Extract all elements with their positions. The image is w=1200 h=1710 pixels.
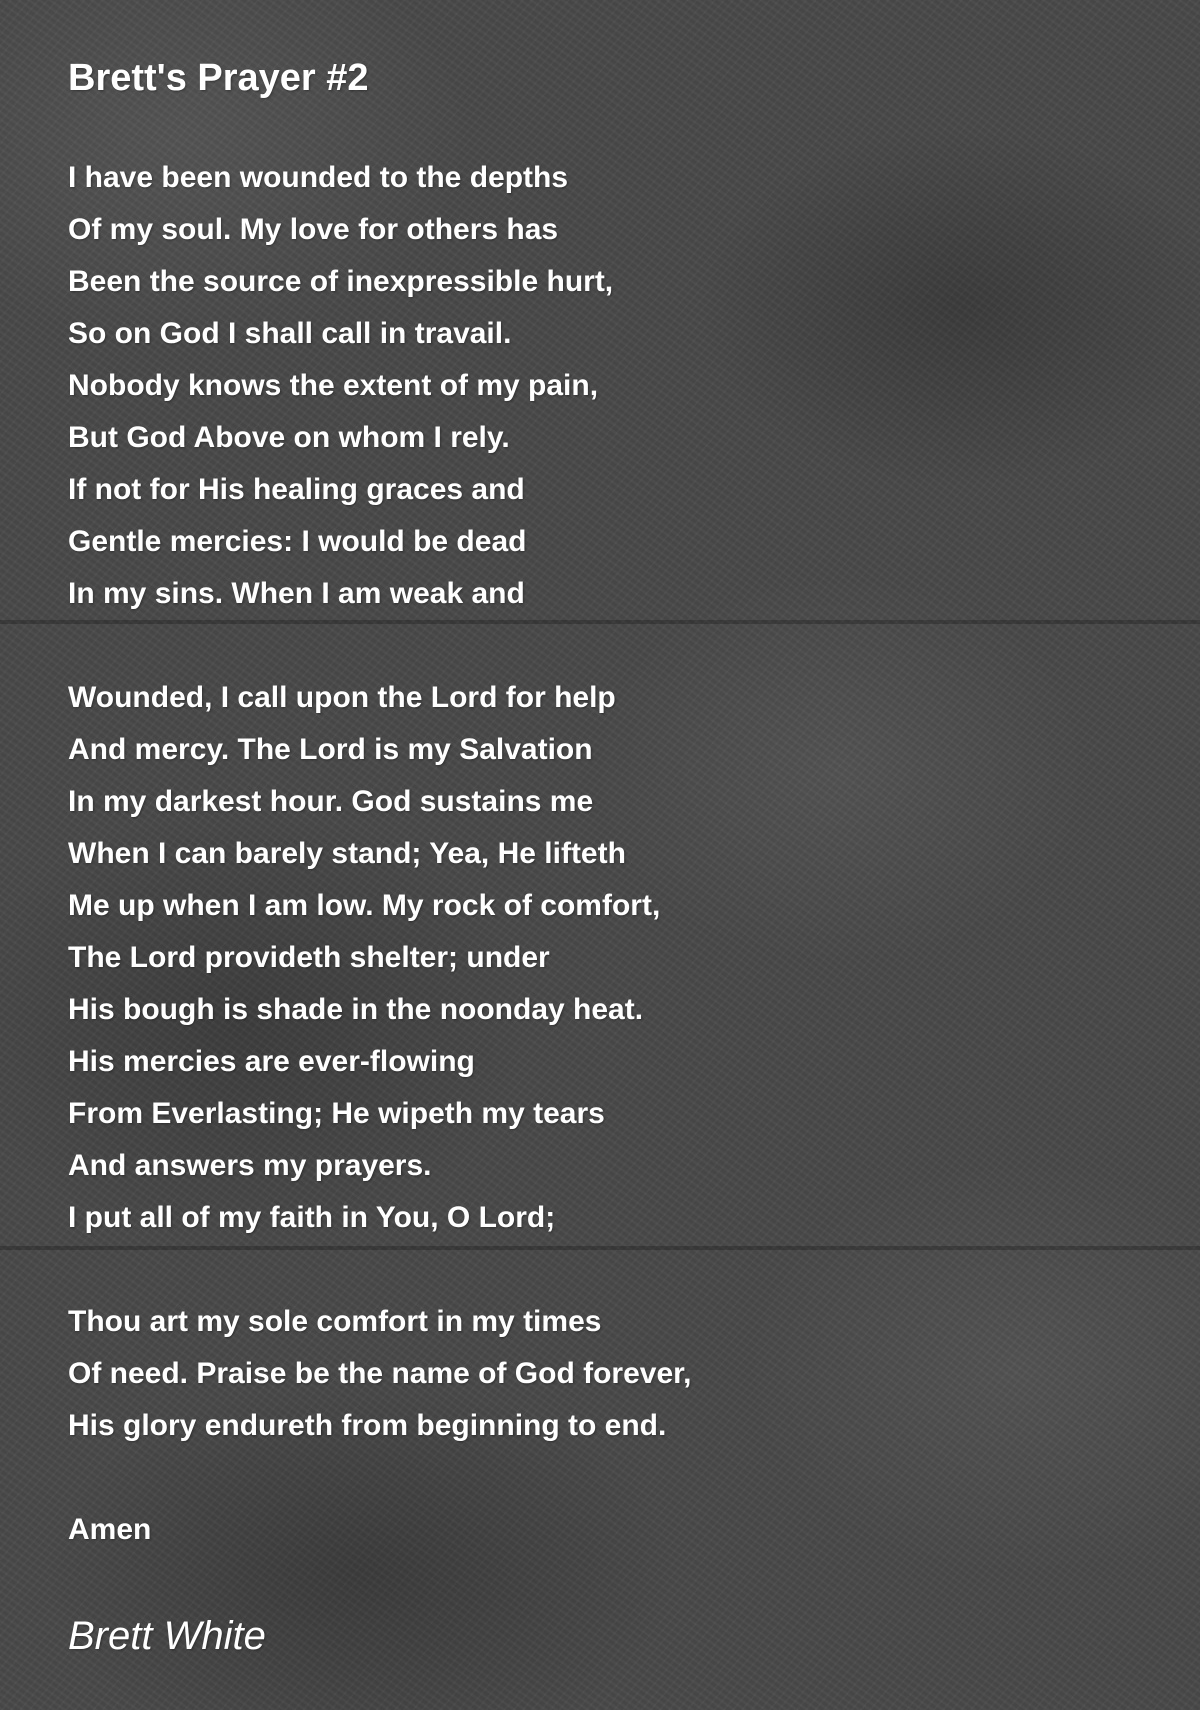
poem-line: I have been wounded to the depths <box>68 161 569 194</box>
poem-line: In my sins. When I am weak and <box>68 577 525 610</box>
poem-stanza-break <box>68 620 1148 672</box>
poem-line: Of my soul. My love for others has <box>68 213 559 246</box>
poem-stanza-break <box>68 1452 1148 1504</box>
poem-line: But God Above on whom I rely. <box>68 421 510 454</box>
poem-line: Me up when I am low. My rock of comfort, <box>68 889 661 922</box>
poem-line: Wounded, I call upon the Lord for help <box>68 681 616 714</box>
poem-line: His glory endureth from beginning to end. <box>68 1409 667 1442</box>
poem-stanza-break <box>68 1244 1148 1296</box>
poem-line: So on God I shall call in travail. <box>68 317 512 350</box>
poem-line: His mercies are ever-flowing <box>68 1045 475 1078</box>
poem-line: In my darkest hour. God sustains me <box>68 785 594 818</box>
poem-author: Brett White <box>68 1614 266 1658</box>
poem-line: And answers my prayers. <box>68 1149 432 1182</box>
poem-line: Nobody knows the extent of my pain, <box>68 369 599 402</box>
poem-line: Thou art my sole comfort in my times <box>68 1305 602 1338</box>
poem-content <box>68 48 1148 1546</box>
poem-line: If not for His healing graces and <box>68 473 525 506</box>
poem-line: His bough is shade in the noonday heat. <box>68 993 644 1026</box>
poem-line: From Everlasting; He wipeth my tears <box>68 1097 605 1130</box>
poem-line: Been the source of inexpressible hurt, <box>68 265 614 298</box>
poem-closing-line: Amen <box>68 1513 152 1546</box>
poem-body <box>68 152 1148 1556</box>
poem-line: When I can barely stand; Yea, He lifteth <box>68 837 626 870</box>
poem-line: Gentle mercies: I would be dead <box>68 525 527 558</box>
poem-line: The Lord provideth shelter; under <box>68 941 550 974</box>
poem-line: I put all of my faith in You, O Lord; <box>68 1201 556 1234</box>
poem-line: Of need. Praise be the name of God forever, <box>68 1357 692 1390</box>
poem-line: And mercy. The Lord is my Salvation <box>68 733 593 766</box>
poem-title: Brett's Prayer #2 <box>68 57 369 99</box>
